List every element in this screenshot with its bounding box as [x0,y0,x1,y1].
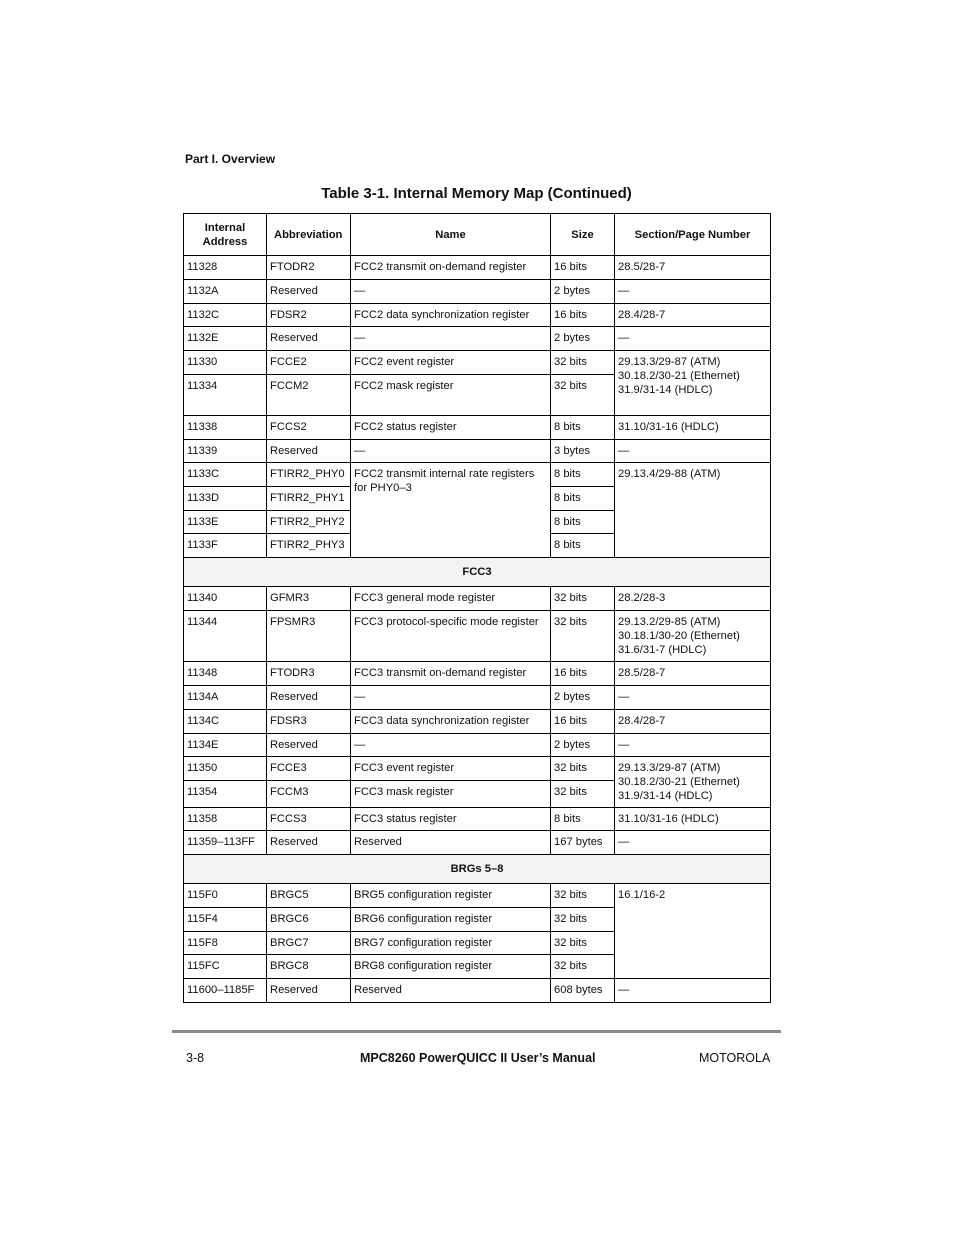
cell-section: — [615,440,771,463]
cell-name: FCC3 data synchronization register [351,710,551,734]
page-number: 3-8 [186,1051,205,1065]
cell-name: BRG7 configuration register [351,932,551,955]
cell-abbreviation: FTIRR2_PHY1 [267,487,351,511]
cell-section: 28.2/28-3 [615,587,771,611]
cell-name: FCC2 event register [351,351,551,375]
cell-abbreviation: BRGC7 [267,932,351,955]
table-header-row [184,214,771,256]
table-row [184,979,771,1003]
cell-name: FCC3 event register [351,757,551,781]
cell-abbreviation: Reserved [267,979,351,1003]
cell-address: 1132A [184,280,267,304]
cell-section: — [615,327,771,351]
header-internal-address [184,214,267,256]
table-row [184,327,771,351]
table-row [184,256,771,280]
cell-section: — [615,686,771,710]
cell-section: — [615,831,771,855]
cell-size: 2 bytes [551,734,615,757]
cell-name: FCC2 transmit on-demand register [351,256,551,280]
cell-name: — [351,440,551,463]
cell-name: FCC3 general mode register [351,587,551,611]
cell-abbreviation: Reserved [267,440,351,463]
cell-address: 11334 [184,375,267,416]
cell-size: 8 bits [551,808,615,831]
cell-abbreviation: Reserved [267,686,351,710]
cell-address: 1133D [184,487,267,511]
cell-address: 1134C [184,710,267,734]
cell-size: 2 bytes [551,327,615,351]
cell-size: 16 bits [551,662,615,686]
cell-abbreviation: FTIRR2_PHY3 [267,534,351,558]
table-row [184,686,771,710]
cell-section: 28.4/28-7 [615,304,771,327]
cell-size: 32 bits [551,611,615,662]
cell-address: 11354 [184,781,267,808]
table-row [184,587,771,611]
cell-address: 11339 [184,440,267,463]
header-address-line1: Internal [204,221,246,234]
cell-section: 28.5/28-7 [615,662,771,686]
cell-size: 2 bytes [551,280,615,304]
table-row [184,710,771,734]
cell-name: — [351,734,551,757]
section-heading: FCC3 [184,558,771,587]
cell-section: 31.10/31-16 (HDLC) [615,808,771,831]
header-abbreviation: Abbreviation [267,214,351,256]
section-row-fcc3 [184,558,771,587]
cell-section: 28.4/28-7 [615,710,771,734]
cell-section: 29.13.2/29-85 (ATM) 30.18.1/30-20 (Ethernet) 31.6/31-7 (HDLC) [615,611,771,662]
cell-name: — [351,686,551,710]
cell-size: 3 bytes [551,440,615,463]
cell-size: 8 bits [551,511,615,534]
cell-address: 11340 [184,587,267,611]
table-row [184,416,771,440]
cell-size: 32 bits [551,781,615,808]
cell-name: Reserved [351,979,551,1003]
table-row [184,440,771,463]
cell-name: BRG5 configuration register [351,884,551,908]
cell-address: 11328 [184,256,267,280]
cell-name: BRG8 configuration register [351,955,551,979]
header-name: Name [351,214,551,256]
cell-section: 29.13.4/29-88 (ATM) [615,463,771,558]
cell-size: 32 bits [551,351,615,375]
memory-map-table [183,213,771,1003]
header-address-line2: Address [202,235,248,248]
cell-address: 115F4 [184,908,267,932]
table-row [184,611,771,662]
cell-address: 115F8 [184,932,267,955]
table-caption: Table 3-1. Internal Memory Map (Continued) [321,185,632,202]
table-row [184,662,771,686]
table-row [184,280,771,304]
cell-name: BRG6 configuration register [351,908,551,932]
cell-address: 11338 [184,416,267,440]
cell-abbreviation: Reserved [267,280,351,304]
cell-size: 16 bits [551,710,615,734]
cell-size: 32 bits [551,932,615,955]
cell-size: 32 bits [551,757,615,781]
cell-abbreviation: BRGC6 [267,908,351,932]
cell-abbreviation: Reserved [267,734,351,757]
table-row [184,351,771,375]
cell-section: — [615,979,771,1003]
cell-abbreviation: FTODR3 [267,662,351,686]
cell-address: 115F0 [184,884,267,908]
cell-address: 115FC [184,955,267,979]
table-row [184,808,771,831]
cell-address: 1133F [184,534,267,558]
cell-abbreviation: FCCE2 [267,351,351,375]
cell-abbreviation: FPSMR3 [267,611,351,662]
cell-address: 1132C [184,304,267,327]
cell-size: 2 bytes [551,686,615,710]
cell-abbreviation: FDSR2 [267,304,351,327]
cell-address: 1134E [184,734,267,757]
cell-name: FCC3 transmit on-demand register [351,662,551,686]
cell-name: FCC2 mask register [351,375,551,416]
cell-name: FCC2 data synchronization register [351,304,551,327]
cell-size: 8 bits [551,487,615,511]
manual-title: MPC8260 PowerQUICC II User’s Manual [360,1051,596,1065]
cell-address: 11600–1185F [184,979,267,1003]
cell-section: 29.13.3/29-87 (ATM) 30.18.2/30-21 (Ethernet) 31.9/31-14 (HDLC) [615,757,771,808]
cell-abbreviation: BRGC8 [267,955,351,979]
cell-size: 32 bits [551,908,615,932]
section-row-brgs [184,855,771,884]
cell-size: 16 bits [551,304,615,327]
cell-section: 28.5/28-7 [615,256,771,280]
table-row [184,304,771,327]
cell-name: — [351,327,551,351]
cell-address: 11358 [184,808,267,831]
cell-name: — [351,280,551,304]
cell-size: 167 bytes [551,831,615,855]
cell-abbreviation: FCCS3 [267,808,351,831]
header-section: Section/Page Number [615,214,771,256]
cell-size: 8 bits [551,416,615,440]
cell-size: 608 bytes [551,979,615,1003]
cell-name: FCC3 status register [351,808,551,831]
cell-abbreviation: Reserved [267,831,351,855]
cell-address: 1132E [184,327,267,351]
table-row [184,831,771,855]
cell-abbreviation: FCCM2 [267,375,351,416]
cell-abbreviation: FDSR3 [267,710,351,734]
cell-name: FCC2 status register [351,416,551,440]
cell-address: 1134A [184,686,267,710]
cell-section: 29.13.3/29-87 (ATM) 30.18.2/30-21 (Ethernet) 31.9/31-14 (HDLC) [615,351,771,416]
cell-abbreviation: FTIRR2_PHY2 [267,511,351,534]
cell-address: 11359–113FF [184,831,267,855]
cell-size: 32 bits [551,587,615,611]
cell-size: 32 bits [551,884,615,908]
cell-address: 11344 [184,611,267,662]
cell-section: 16.1/16-2 [615,884,771,979]
cell-address: 11330 [184,351,267,375]
table-row [184,757,771,781]
header-size: Size [551,214,615,256]
cell-abbreviation: FTODR2 [267,256,351,280]
cell-name: FCC3 mask register [351,781,551,808]
cell-size: 32 bits [551,955,615,979]
cell-address: 11350 [184,757,267,781]
cell-section: — [615,280,771,304]
cell-address: 1133E [184,511,267,534]
table-row [184,463,771,487]
cell-abbreviation: Reserved [267,327,351,351]
cell-abbreviation: FCCS2 [267,416,351,440]
cell-abbreviation: FTIRR2_PHY0 [267,463,351,487]
cell-name: Reserved [351,831,551,855]
cell-abbreviation: BRGC5 [267,884,351,908]
cell-address: 1133C [184,463,267,487]
cell-size: 16 bits [551,256,615,280]
cell-size: 8 bits [551,534,615,558]
cell-name: FCC3 protocol-specific mode register [351,611,551,662]
cell-address: 11348 [184,662,267,686]
cell-section: 31.10/31-16 (HDLC) [615,416,771,440]
cell-abbreviation: FCCM3 [267,781,351,808]
cell-size: 32 bits [551,375,615,416]
cell-abbreviation: GFMR3 [267,587,351,611]
table-row [184,734,771,757]
running-header: Part I. Overview [185,152,276,166]
section-heading: BRGs 5–8 [184,855,771,884]
table-row [184,884,771,908]
footer-rule [172,1030,781,1033]
company-name: MOTOROLA [699,1051,771,1065]
cell-section: — [615,734,771,757]
cell-abbreviation: FCCE3 [267,757,351,781]
cell-size: 8 bits [551,463,615,487]
cell-name: FCC2 transmit internal rate registers for PHY0–3 [351,463,551,558]
